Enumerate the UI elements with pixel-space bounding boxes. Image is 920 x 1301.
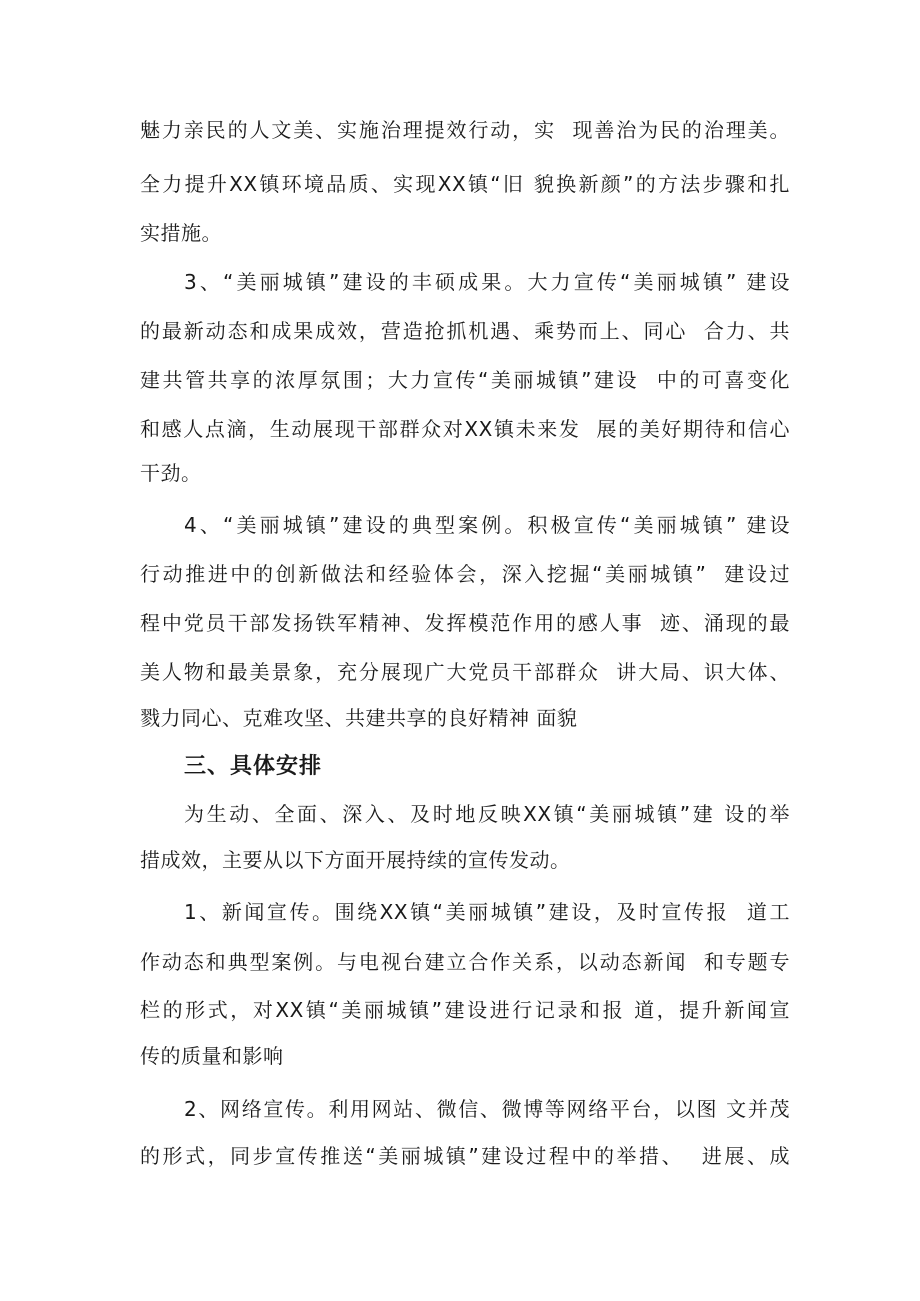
intro-paragraph-line: 为生动、全面、深入、及时地反映XX镇“美丽城镇”建 设的举 [184,802,790,826]
section-heading: 三、具体安排 [184,754,323,779]
text-line: 和感人点滴，生动展现干部群众对XX镇未来发 展的美好期待和信心 [140,417,790,441]
text-line: 措成效，主要从以下方面开展持续的宣传发动。 [140,848,571,872]
item-1-line: 1、新闻宣传。围绕XX镇“美丽城镇”建设，及时宣传报 道工 [184,900,790,924]
text-line: 魅力亲民的人文美、实施治理提效行动，实 现善治为民的治理美。 [140,118,790,142]
text-line: 干劲。 [140,461,202,485]
paragraph-3-line: 3、“美丽城镇”建设的丰硕成果。大力宣传“美丽城镇” 建设 [184,270,790,294]
text-line: 程中党员干部发扬铁军精神、发挥模范作用的感人事 迹、涌现的最 [140,611,790,635]
text-line: 建共管共享的浓厚氛围；大力宣传“美丽城镇”建设 中的可喜变化 [140,368,790,392]
text-line: 实措施。 [140,221,222,245]
text-line: 美人物和最美景象，充分展现广大党员干部群众 讲大局、识大体、 [140,660,790,684]
text-line: 全力提升XX镇环境品质、实现XX镇“旧 貌换新颜”的方法步骤和扎 [140,172,790,196]
text-line: 戮力同心、克难攻坚、共建共享的良好精神 面貌 [140,706,578,730]
text-line: 作动态和典型案例。与电视台建立合作关系，以动态新闻 和专题专 [140,950,790,974]
text-line: 的形式，同步宣传推送“美丽城镇”建设过程中的举措、 进展、成 [140,1144,790,1168]
text-line: 行动推进中的创新做法和经验体会，深入挖掘“美丽城镇” 建设过 [140,562,790,586]
text-line: 传的质量和影响 [140,1044,284,1068]
item-2-line: 2、网络宣传。利用网站、微信、微博等网络平台，以图 文并茂 [184,1097,790,1121]
text-line: 的最新动态和成果成效，营造抢抓机遇、乘势而上、同心 合力、共 [140,319,790,343]
paragraph-4-line: 4、“美丽城镇”建设的典型案例。积极宣传“美丽城镇” 建设 [184,513,790,537]
text-line: 栏的形式，对XX镇“美丽城镇”建设进行记录和报 道，提升新闻宣 [140,998,790,1022]
